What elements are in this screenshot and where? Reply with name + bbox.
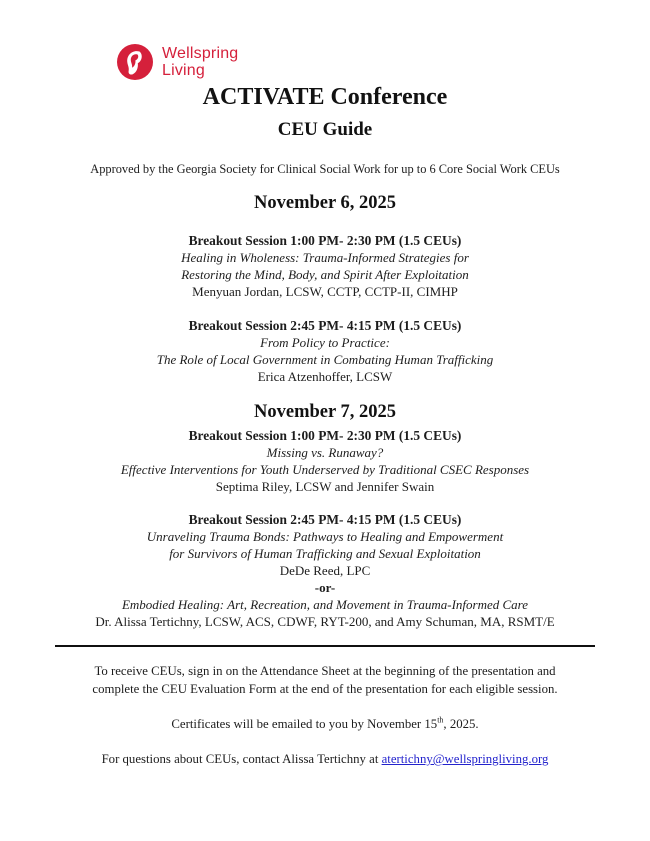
ordinal-suffix: th	[437, 715, 444, 725]
wellspring-living-logo	[117, 44, 238, 80]
session-presenters: Menyuan Jordan, LCSW, CCTP, CCTP-II, CIMHP	[192, 284, 458, 299]
session-presenters: DeDe Reed, LPC	[279, 563, 371, 578]
ceu-instructions-line: complete the CEU Evaluation Form at the end of the presentation for each eligible session.	[92, 682, 558, 696]
session-block	[0, 427, 650, 495]
ceu-instructions-line: To receive CEUs, sign in on the Attendance Sheet at the beginning of the presentation and	[94, 664, 556, 678]
ceu-instructions	[0, 662, 650, 698]
session-title-line: The Role of Local Government in Combating Human Trafficking	[156, 352, 494, 367]
session-block	[0, 511, 650, 630]
session-alt-presenters: Dr. Alissa Tertichny, LCSW, ACS, CDWF, RYT-200, and Amy Schuman, MA, RSMT/E	[95, 614, 555, 629]
certificates-note	[0, 715, 650, 733]
session-title-line: Restoring the Mind, Body, and Spirit After Exploitation	[181, 267, 469, 282]
session-title-line: for Survivors of Human Trafficking and Sexual Exploitation	[169, 546, 481, 561]
date-heading-nov-6: November 6, 2025	[254, 193, 396, 213]
page-subtitle: CEU Guide	[277, 119, 373, 140]
or-separator: -or-	[314, 580, 336, 595]
questions-text: For questions about CEUs, contact Alissa Tertichny at	[101, 752, 382, 766]
session-title-line: Healing in Wholeness: Trauma-Informed Strategies for	[181, 250, 469, 265]
session-presenters: Erica Atzenhoffer, LCSW	[257, 369, 393, 384]
certificates-text-end: , 2025.	[443, 717, 479, 731]
session-title-line: Effective Interventions for Youth Underserved by Traditional CSEC Responses	[120, 462, 530, 477]
contact-email-link[interactable]: atertichny@wellspringliving.org	[381, 752, 549, 766]
session-block	[0, 232, 650, 300]
session-presenters: Septima Riley, LCSW and Jennifer Swain	[215, 479, 435, 494]
logo-word-wellspring: Wellspring	[162, 44, 239, 62]
certificates-text: Certificates will be emailed to you by November 15	[171, 717, 438, 731]
page-title: ACTIVATE Conference	[202, 84, 448, 110]
approval-note: Approved by the Georgia Society for Clinical Social Work for up to 6 Core Social Work CEUs	[90, 162, 560, 176]
session-header: Breakout Session 2:45 PM- 4:15 PM (1.5 CEUs)	[188, 512, 462, 527]
date-heading-nov-7: November 7, 2025	[254, 402, 396, 422]
session-header: Breakout Session 2:45 PM- 4:15 PM (1.5 CEUs)	[188, 318, 462, 333]
logo-word-living: Living	[162, 62, 206, 79]
session-block	[0, 317, 650, 385]
session-header: Breakout Session 1:00 PM- 2:30 PM (1.5 CEUs)	[188, 428, 462, 443]
session-title-line: Unraveling Trauma Bonds: Pathways to Healing and Empowerment	[146, 529, 504, 544]
questions-contact-line	[0, 750, 650, 768]
session-title-line: From Policy to Practice:	[260, 335, 390, 350]
wellspring-logo-icon	[117, 44, 153, 80]
session-alt-title: Embodied Healing: Art, Recreation, and Movement in Trauma-Informed Care	[121, 597, 529, 612]
wellspring-logo-wordmark	[162, 45, 238, 80]
session-title-line: Missing vs. Runaway?	[266, 445, 384, 460]
footer-divider-line	[55, 645, 595, 647]
session-header: Breakout Session 1:00 PM- 2:30 PM (1.5 CEUs)	[188, 233, 462, 248]
